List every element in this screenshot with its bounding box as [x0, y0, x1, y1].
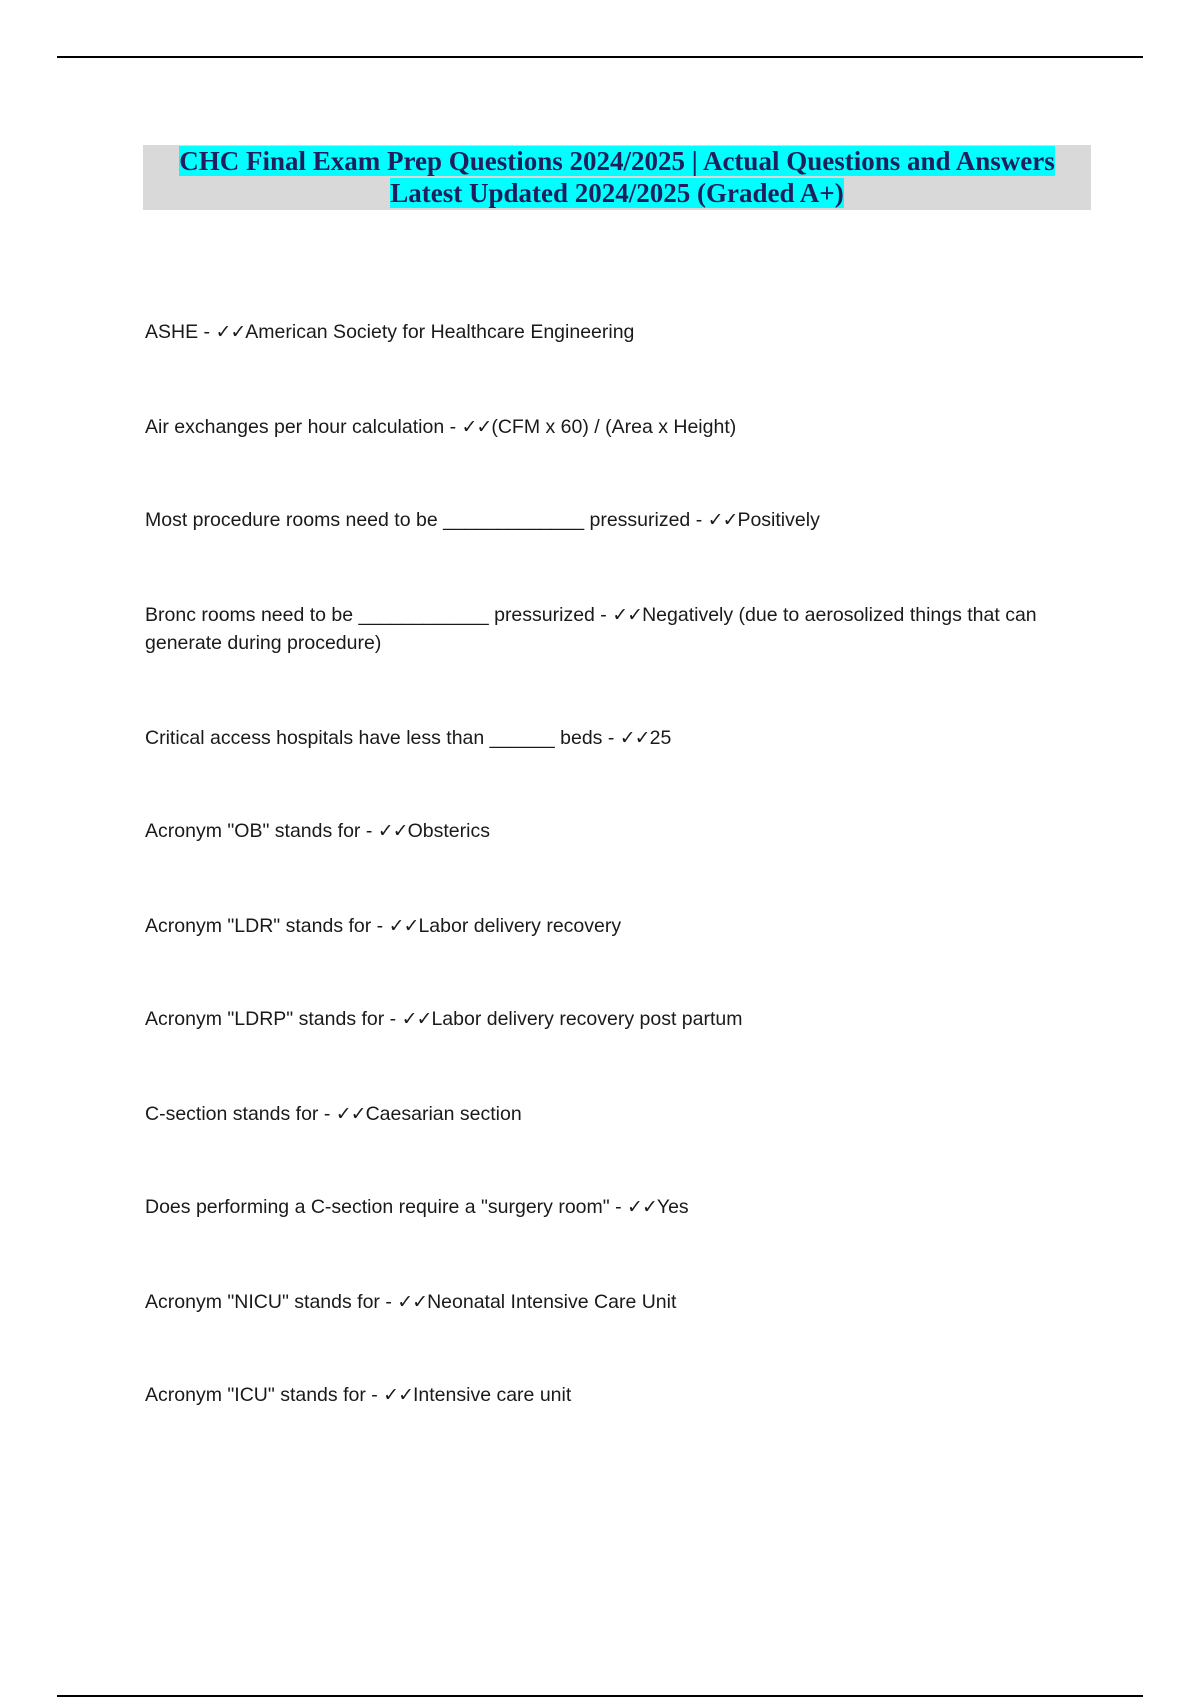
answer-text: Neonatal Intensive Care Unit [427, 1291, 677, 1313]
qa-item [145, 601, 1075, 657]
answer-text: American Society for Healthcare Engineering [245, 321, 635, 343]
qa-item [145, 724, 1075, 752]
check-mark-icon: ✓✓ [335, 1103, 366, 1125]
question-text: Acronym "LDRP" stands for - [145, 1008, 402, 1030]
check-mark-icon: ✓✓ [707, 509, 738, 531]
answer-text: (CFM x 60) / (Area x Height) [491, 416, 737, 438]
question-text: Critical access hospitals have less than ______ beds - [145, 727, 620, 749]
bottom-rule [57, 1695, 1143, 1697]
question-text: C-section stands for - [145, 1103, 336, 1125]
question-text: Acronym "ICU" stands for - [145, 1384, 384, 1406]
qa-item [145, 817, 1075, 845]
answer-text: Labor delivery recovery post partum [431, 1008, 743, 1030]
qa-item [145, 413, 1075, 441]
answer-text: 25 [649, 727, 672, 749]
qa-item [145, 318, 1075, 346]
check-mark-icon: ✓✓ [612, 604, 643, 626]
question-text: ASHE - [145, 321, 216, 343]
check-mark-icon: ✓✓ [461, 416, 492, 438]
title-line-2: Latest Updated 2024/2025 (Graded A+) [390, 178, 844, 208]
answer-text: Positively [737, 509, 820, 531]
answer-text: Labor delivery recovery [418, 915, 622, 937]
check-mark-icon: ✓✓ [619, 727, 650, 749]
question-text: Does performing a C-section require a "surgery room" - [145, 1196, 628, 1218]
question-text: Acronym "NICU" stands for - [145, 1291, 398, 1313]
check-mark-icon: ✓✓ [401, 1008, 432, 1030]
answer-text: Yes [656, 1196, 689, 1218]
check-mark-icon: ✓✓ [397, 1291, 428, 1313]
question-text: Most procedure rooms need to be _____________ pressurized - [145, 509, 708, 531]
document-title [143, 145, 1091, 210]
qa-item [145, 506, 1075, 534]
qa-item [145, 1005, 1075, 1033]
question-text: Acronym "LDR" stands for - [145, 915, 389, 937]
question-text: Bronc rooms need to be ____________ pressurized - [145, 604, 613, 626]
check-mark-icon: ✓✓ [627, 1196, 657, 1218]
question-text: Air exchanges per hour calculation - [145, 416, 462, 438]
answer-text: Intensive care unit [413, 1384, 572, 1406]
qa-item [145, 1193, 1075, 1221]
answer-text: Caesarian section [365, 1103, 522, 1125]
qa-item [145, 1288, 1075, 1316]
check-mark-icon: ✓✓ [215, 321, 246, 343]
qa-item [145, 1100, 1075, 1128]
check-mark-icon: ✓✓ [377, 820, 408, 842]
qa-item [145, 1381, 1075, 1409]
check-mark-icon: ✓✓ [388, 915, 419, 937]
qa-item [145, 912, 1075, 940]
answer-text: Obsterics [407, 820, 490, 842]
check-mark-icon: ✓✓ [383, 1384, 413, 1406]
question-text: Acronym "OB" stands for - [145, 820, 378, 842]
top-rule [57, 56, 1143, 58]
answer-text: Negatively (due to aerosolized things that can generate during procedure) [145, 604, 1037, 654]
title-line-1: CHC Final Exam Prep Questions 2024/2025 | Actual Questions and Answers [179, 146, 1055, 176]
